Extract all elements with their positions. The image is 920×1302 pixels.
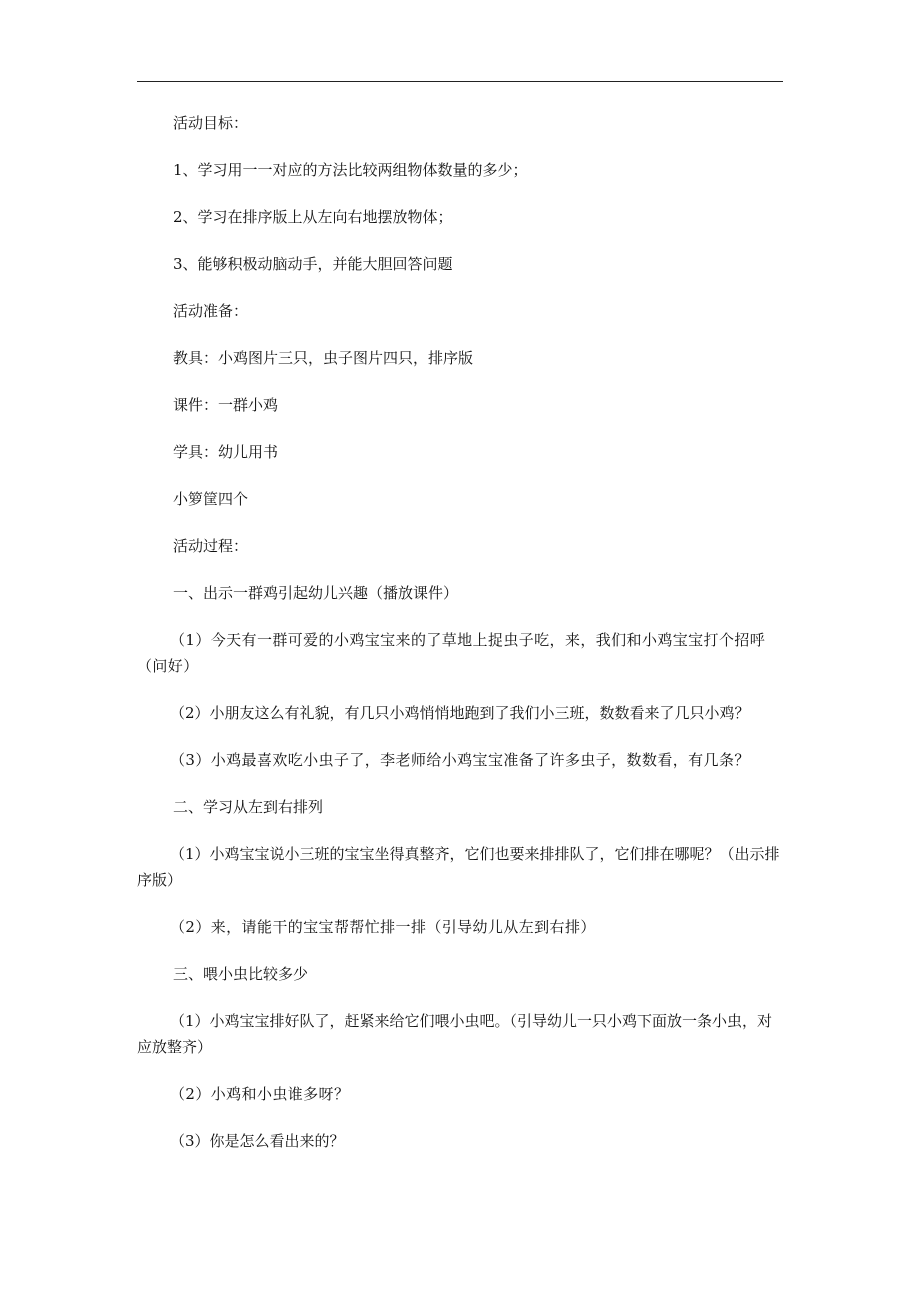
process-3-step-2: （2）小鸡和小虫谁多呀？: [170, 1085, 350, 1103]
process-section-2: 二、学习从左到右排列: [173, 798, 324, 816]
process-2-step-2: （2）来，请能干的宝宝帮帮忙排一排（引导幼儿从左到右排）: [170, 918, 596, 936]
process-3-step-1: （1）小鸡宝宝排好队了，赶紧来给它们喂小虫吧。（引导幼儿一只小鸡下面放一条小虫，对应放整齐）: [137, 1012, 773, 1056]
heading-activity-goals: 活动目标：: [173, 114, 249, 132]
process-1-step-3: （3）小鸡最喜欢吃小虫子了，李老师给小鸡宝宝准备了许多虫子，数数看，有几条？: [170, 751, 750, 769]
process-section-1: 一、出示一群鸡引起幼儿兴趣（播放课件）: [173, 584, 459, 602]
process-section-3: 三、喂小虫比较多少: [173, 965, 309, 983]
process-3-step-3: （3）你是怎么看出来的？: [170, 1132, 345, 1150]
goal-item-3: 3、能够积极动脑动手，并能大胆回答问题: [173, 255, 453, 273]
prep-teaching-aids: 教具：小鸡图片三只，虫子图片四只，排序版: [173, 349, 474, 367]
heading-activity-process: 活动过程：: [173, 537, 249, 555]
heading-activity-preparation: 活动准备：: [173, 302, 249, 320]
process-1-step-1: （1）今天有一群可爱的小鸡宝宝来的了草地上捉虫子吃，来，我们和小鸡宝宝打个招呼（问好）: [137, 631, 766, 675]
header-rule: [137, 81, 783, 82]
goal-item-1: 1、学习用一一对应的方法比较两组物体数量的多少；: [173, 161, 528, 179]
goal-item-2: 2、学习在排序版上从左向右地摆放物体；: [173, 208, 453, 226]
prep-learning-aids: 学具：幼儿用书: [173, 443, 279, 461]
document-body: [137, 110, 783, 1175]
process-2-step-1: （1）小鸡宝宝说小三班的宝宝坐得真整齐，它们也要来排排队了，它们排在哪呢？（出示排序版）: [137, 845, 780, 889]
prep-baskets: 小箩筐四个: [173, 490, 249, 508]
process-1-step-2: （2）小朋友这么有礼貌，有几只小鸡悄悄地跑到了我们小三班，数数看来了几只小鸡？: [170, 704, 750, 722]
prep-courseware: 课件：一群小鸡: [173, 396, 279, 414]
